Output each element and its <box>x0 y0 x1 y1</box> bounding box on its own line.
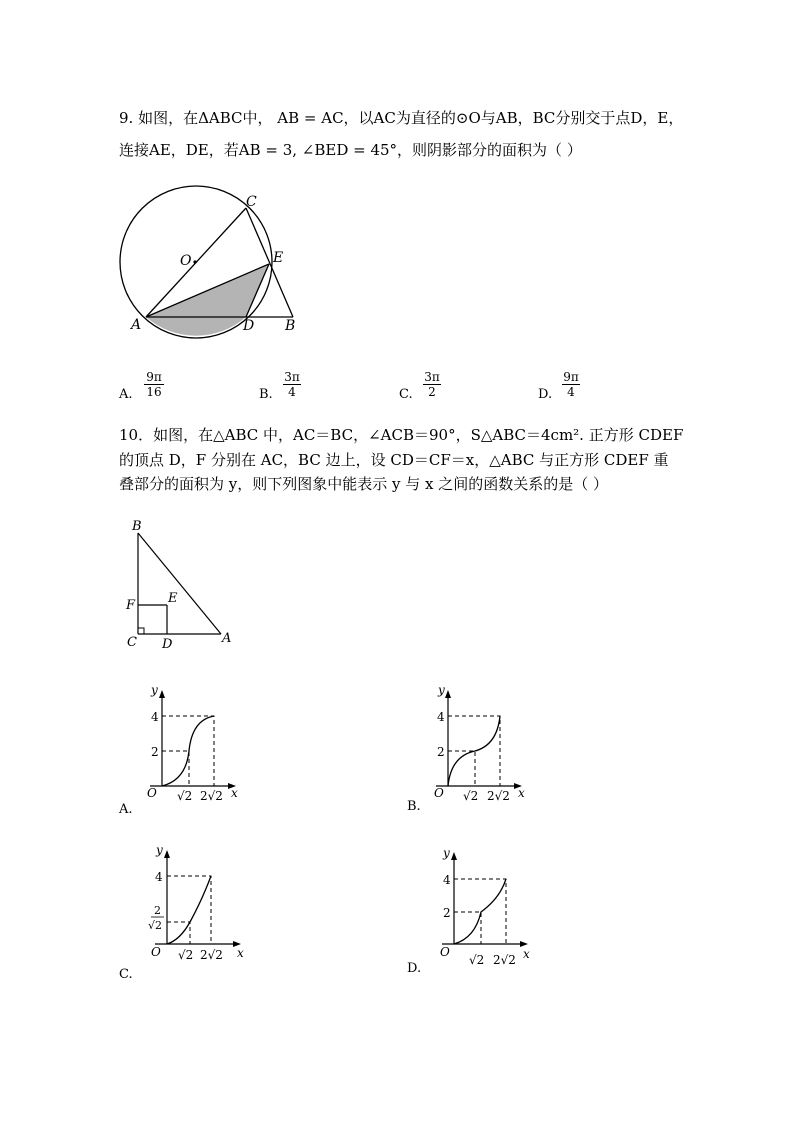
label-o: O <box>434 786 444 800</box>
graph-d-option: D. <box>407 961 422 976</box>
graph-a <box>140 682 250 802</box>
q9-figure <box>110 185 310 340</box>
label-c: C <box>127 635 137 650</box>
q9-option-d-frac <box>562 370 580 399</box>
label-2: 2 <box>154 904 161 917</box>
label-y: y <box>443 846 450 860</box>
label-d: D <box>243 318 255 334</box>
center-dot <box>193 260 196 263</box>
label-a: A <box>131 317 142 333</box>
y-arrow <box>159 690 165 698</box>
q9-option-b-letter: B. <box>259 387 273 402</box>
q9-option-a-letter: A. <box>119 387 133 402</box>
guide-lines <box>454 879 506 944</box>
label-c: C <box>246 194 257 210</box>
label-x: x <box>237 946 244 960</box>
label-f: F <box>126 598 136 613</box>
label-sqrt2: √2 <box>178 948 194 962</box>
q9-option-c-num: 3π <box>424 370 440 384</box>
label-4: 4 <box>151 710 159 724</box>
q9-option-d-letter: D. <box>538 387 553 402</box>
q9-option-b-num: 3π <box>284 370 300 384</box>
q9-option-a-num: 9π <box>144 370 164 385</box>
guide-lines <box>162 716 214 786</box>
graph-c <box>142 840 252 965</box>
label-b: B <box>132 519 142 534</box>
label-o: O <box>147 786 157 800</box>
label-y: y <box>151 683 158 697</box>
label-2: 2 <box>443 906 451 920</box>
y-arrow <box>164 850 170 858</box>
label-4: 4 <box>155 870 163 884</box>
guide-lines <box>167 876 211 944</box>
y-arrow <box>445 690 451 698</box>
y-arrow <box>451 852 457 860</box>
label-b: B <box>285 318 296 334</box>
label-sqrt2: √2 <box>469 953 485 965</box>
label-x: x <box>231 786 238 800</box>
q9-option-b-frac <box>283 370 301 399</box>
label-a: A <box>222 631 232 646</box>
label-d: D <box>162 637 173 652</box>
q10-line2: 的顶点 D，F 分别在 AC，BC 边上，设 CD＝CF＝x，△ABC 与正方形 CDEF 重 <box>119 451 669 469</box>
label-sqrt2: √2 <box>463 789 479 802</box>
q9-option-a-frac <box>144 370 164 399</box>
q10-line3: 叠部分的面积为 y，则下列图象中能表示 y 与 x 之间的函数关系的是（ ） <box>119 475 609 493</box>
label-2sqrt2: 2√2 <box>493 953 516 965</box>
graph-d <box>428 840 538 965</box>
label-4: 4 <box>437 710 445 724</box>
q10-figure <box>120 515 245 655</box>
q9-option-c-letter: C. <box>399 387 413 402</box>
label-o: O <box>440 945 450 959</box>
label-o: O <box>151 945 161 959</box>
label-2sqrt2: 2√2 <box>200 789 223 802</box>
label-4: 4 <box>443 873 451 887</box>
label-2: 2 <box>437 745 445 759</box>
graph-a-option: A. <box>119 802 133 817</box>
q9-option-b-den: 4 <box>288 385 296 399</box>
label-y: y <box>156 843 163 857</box>
label-2sqrt2: 2√2 <box>487 789 510 802</box>
right-angle-mark <box>138 628 144 634</box>
label-o: O <box>180 253 192 269</box>
label-2: 2 <box>151 745 159 759</box>
label-e: E <box>168 591 178 606</box>
q9-line1: 9. 如图，在ΔABC中， AB = AC，以AC为直径的⊙O与AB，BC分别交于点D，E， <box>119 109 684 127</box>
q9-option-c-frac <box>423 370 441 399</box>
q10-line1: 10．如图，在△ABC 中，AC＝BC，∠ACB＝90°，S△ABC＝4cm². 正方形 CDEF <box>119 426 684 444</box>
label-sqrt2-den: √2 <box>148 919 163 932</box>
label-sqrt2: √2 <box>177 789 193 802</box>
q9-option-d-den: 4 <box>567 385 575 399</box>
q9-option-c-den: 2 <box>428 385 436 399</box>
q9-option-a-den: 16 <box>146 385 162 399</box>
curve <box>167 876 211 944</box>
label-y: y <box>438 683 445 697</box>
graph-b <box>425 682 535 802</box>
label-x: x <box>518 786 525 800</box>
q9-line2: 连接AE，DE，若AB = 3, ∠BED = 45°，则阴影部分的面积为（ ） <box>119 141 582 159</box>
q9-option-d-num: 9π <box>563 370 579 384</box>
label-e: E <box>273 250 284 266</box>
label-x: x <box>523 947 530 961</box>
graph-b-option: B. <box>407 799 421 814</box>
graph-c-option: C. <box>119 967 133 982</box>
label-2sqrt2: 2√2 <box>200 948 223 962</box>
segment-ab <box>138 533 221 634</box>
